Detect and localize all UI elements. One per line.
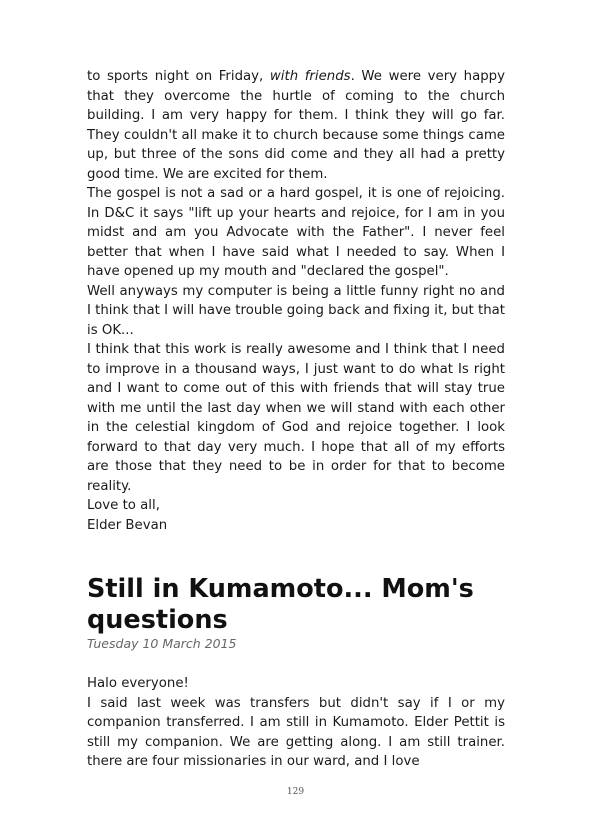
paragraph-work: I think that this work is really awesome and I think that I need to improve in a thousand ways, I just want to do what Is right and I want to come out of this with friends that will stay true with me until the last day when we will stand with each other in the celestial kingdom of God and rejoice together. I look forward to that day very much. I hope that all of my efforts are those that they need to be in order for that to become reality.: [87, 342, 505, 494]
paragraph-sports-night: [87, 67, 505, 184]
section-title: Still in Kumamoto... Mom's questions: [87, 574, 474, 635]
emphasis-text: with friends: [269, 69, 351, 84]
text-run: . We were very happy that they overcome the hurtle of coming to the church building. I am very happy for them. I think they will go far. They couldn't all make it to church because some things came up, but three of the sons did come and they all had a pretty good time. We are excited for them.: [87, 69, 505, 182]
paragraph-computer: Well anyways my computer is being a little funny right no and I think that I will have trouble going back and fixing it, but that is OK...: [87, 283, 505, 338]
paragraph-transfers: I said last week was transfers but didn't say if I or my companion transferred. I am still in Kumamoto. Elder Pettit is still my companion. We are getting along. I am still trainer. there are four missionaries in our ward, and I love: [87, 695, 505, 769]
post-date: Tuesday 10 March 2015: [87, 636, 237, 651]
paragraph-gospel: The gospel is not a sad or a hard gospel, it is one of rejoicing. In D&C it says "lift up your hearts and rejoice, for I am in you midst and am you Advocate with the Father". I never feel better that when I have said what I needed to say. When I have opened up my mouth and "declared the gospel".: [87, 186, 505, 279]
closing-line: Love to all,: [87, 498, 160, 513]
second-letter-body: [87, 674, 505, 772]
page-number: 129: [286, 787, 305, 797]
signature: Elder Bevan: [87, 517, 168, 533]
letter-body: [87, 67, 505, 535]
text-run: to sports night on Friday,: [87, 69, 270, 84]
greeting: Halo everyone!: [87, 676, 189, 691]
